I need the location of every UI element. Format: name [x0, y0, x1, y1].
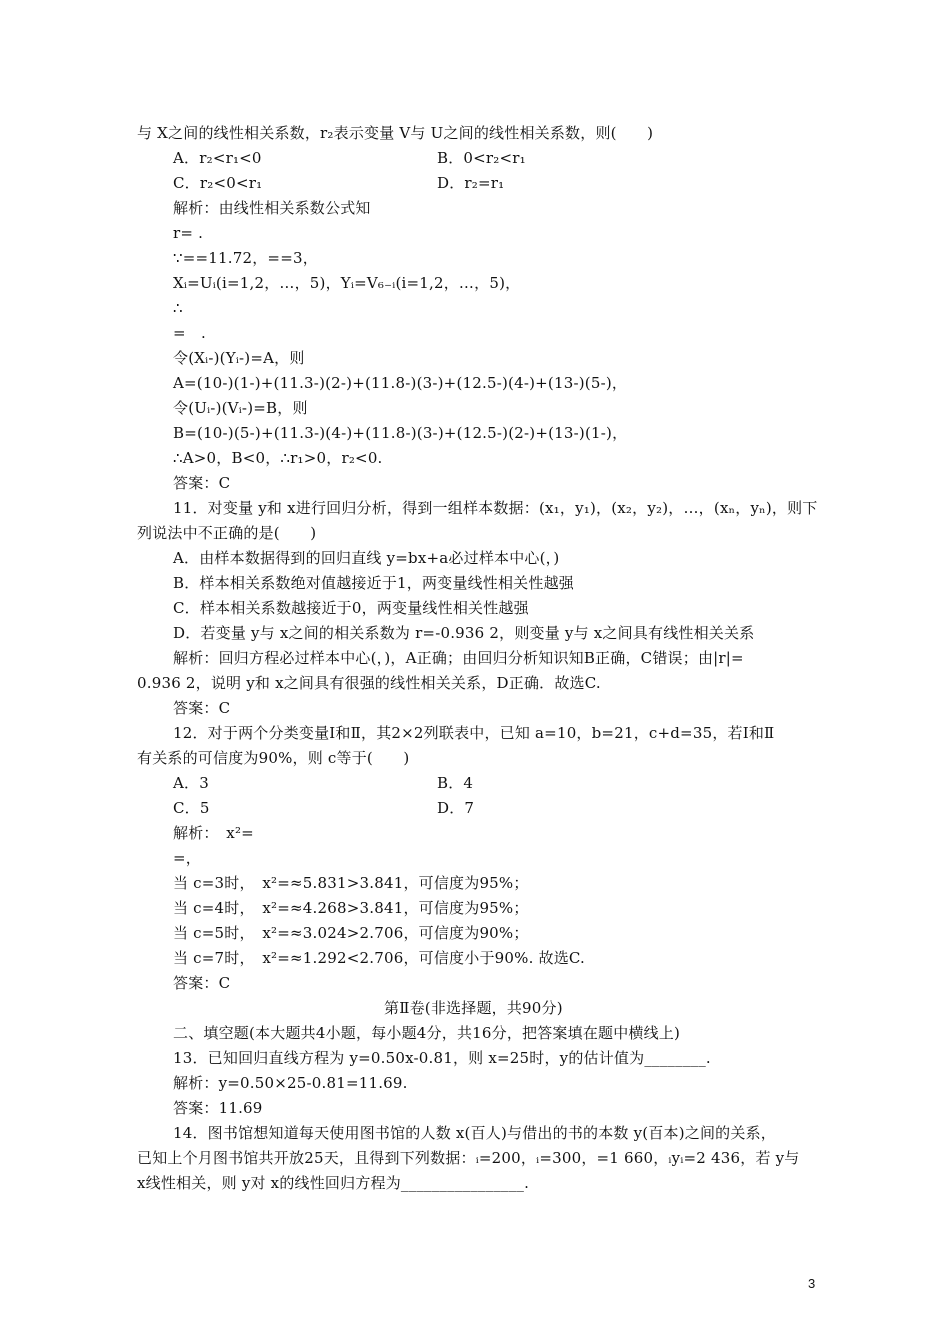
text-line: 当 c=5时， x²=≈3.024>2.706，可信度为90%；	[173, 924, 529, 942]
text-line: 解析：y=0.50×25-0.81=11.69.	[173, 1074, 408, 1092]
text-line: = .	[173, 324, 206, 342]
question-12: 12．对于两个分类变量Ⅰ和Ⅱ，其2×2列联表中，已知 a=10，b=21，c+d=35，若Ⅰ和Ⅱ	[173, 724, 775, 742]
answer-line: 答案：11.69	[173, 1099, 263, 1117]
text-line: r= .	[173, 224, 204, 242]
text-line: 当 c=7时， x²=≈1.292<2.706，可信度小于90%. 故选C.	[173, 949, 586, 967]
option-a: A．r₂<r₁<0	[173, 149, 262, 167]
text-line: 当 c=3时， x²=≈5.831>3.841，可信度为95%；	[173, 874, 529, 892]
answer-line: 答案：C	[173, 974, 231, 992]
question-14: 14．图书馆想知道每天使用图书馆的人数 x(百人)与借出的书的本数 y(百本)之间的关系，	[173, 1124, 776, 1142]
option-a: A．3	[173, 774, 209, 792]
page-number: 3	[808, 1276, 816, 1291]
text-line: 当 c=4时， x²=≈4.268>3.841，可信度为95%；	[173, 899, 529, 917]
text-line: 0.936 2，说明 y和 x之间具有很强的线性相关关系，D正确．故选C.	[137, 674, 601, 692]
text-line: 已知上个月图书馆共开放25天，且得到下列数据：ᵢ=200，ᵢ=300，=1 660，ᵢyᵢ=2 436，若 y与	[137, 1149, 800, 1167]
text-line: 解析： x²=	[173, 824, 254, 842]
section-instructions: 二、填空题(本大题共4小题，每小题4分，共16分，把答案填在题中横线上)	[173, 1024, 681, 1042]
text-line: x线性相关，则 y对 x的线性回归方程为________________.	[137, 1174, 530, 1192]
option-b: B．样本相关系数绝对值越接近于1，两变量线性相关性越强	[173, 574, 574, 592]
section-heading: 第Ⅱ卷(非选择题，共90分)	[384, 999, 563, 1017]
text-line: ∴	[173, 299, 183, 317]
option-c: C．5	[173, 799, 210, 817]
option-b: B．4	[437, 774, 474, 792]
text-line: B=(10-)(5-)+(11.3-)(4-)+(11.8-)(3-)+(12.5-)(2-)+(13-)(1-)，	[173, 424, 628, 442]
option-d: D．若变量 y与 x之间的相关系数为 r=-0.936 2，则变量 y与 x之间具有线性相关关系	[173, 624, 755, 642]
text-line: 列说法中不正确的是( )	[137, 524, 317, 542]
text-line: ∴A>0，B<0，∴r₁>0，r₂<0.	[173, 449, 383, 467]
question-13: 13．已知回归直线方程为 y=0.50x-0.81，则 x=25时，y的估计值为________.	[173, 1049, 711, 1067]
text-line: 有关系的可信度为90%，则 c等于( )	[137, 749, 410, 767]
option-b: B．0<r₂<r₁	[437, 149, 526, 167]
text-line: 解析：回归方程必过样本中心(，)，A正确；由回归分析知识知B正确，C错误；由|r|=	[173, 649, 744, 667]
option-d: D．7	[437, 799, 475, 817]
text-line: ∵==11.72，==3，	[173, 249, 318, 267]
question-11: 11．对变量 y和 x进行回归分析，得到一组样本数据：(x₁，y₁)，(x₂，y₂)，…，(xₙ，yₙ)，则下	[173, 499, 818, 517]
text-line: 与 X之间的线性相关系数，r₂表示变量 V与 U之间的线性相关系数，则( )	[137, 124, 654, 142]
text-line: 令(Xᵢ-)(Yᵢ-)=A，则	[173, 349, 305, 367]
option-c: C．r₂<0<r₁	[173, 174, 263, 192]
text-line: 解析：由线性相关系数公式知	[173, 199, 371, 217]
option-c: C．样本相关系数越接近于0，两变量线性相关性越强	[173, 599, 529, 617]
answer-line: 答案：C	[173, 699, 231, 717]
option-a: A．由样本数据得到的回归直线 y=bx+a必过样本中心(，)	[173, 549, 560, 567]
text-line: 令(Uᵢ-)(Vᵢ-)=B，则	[173, 399, 308, 417]
text-line: =，	[173, 849, 201, 867]
answer-line: 答案：C	[173, 474, 231, 492]
option-d: D．r₂=r₁	[437, 174, 505, 192]
text-line: A=(10-)(1-)+(11.3-)(2-)+(11.8-)(3-)+(12.5-)(4-)+(13-)(5-)，	[173, 374, 628, 392]
text-line: Xᵢ=Uᵢ(i=1,2，…，5)，Yᵢ=V₆₋ᵢ(i=1,2，…，5)，	[173, 274, 521, 292]
